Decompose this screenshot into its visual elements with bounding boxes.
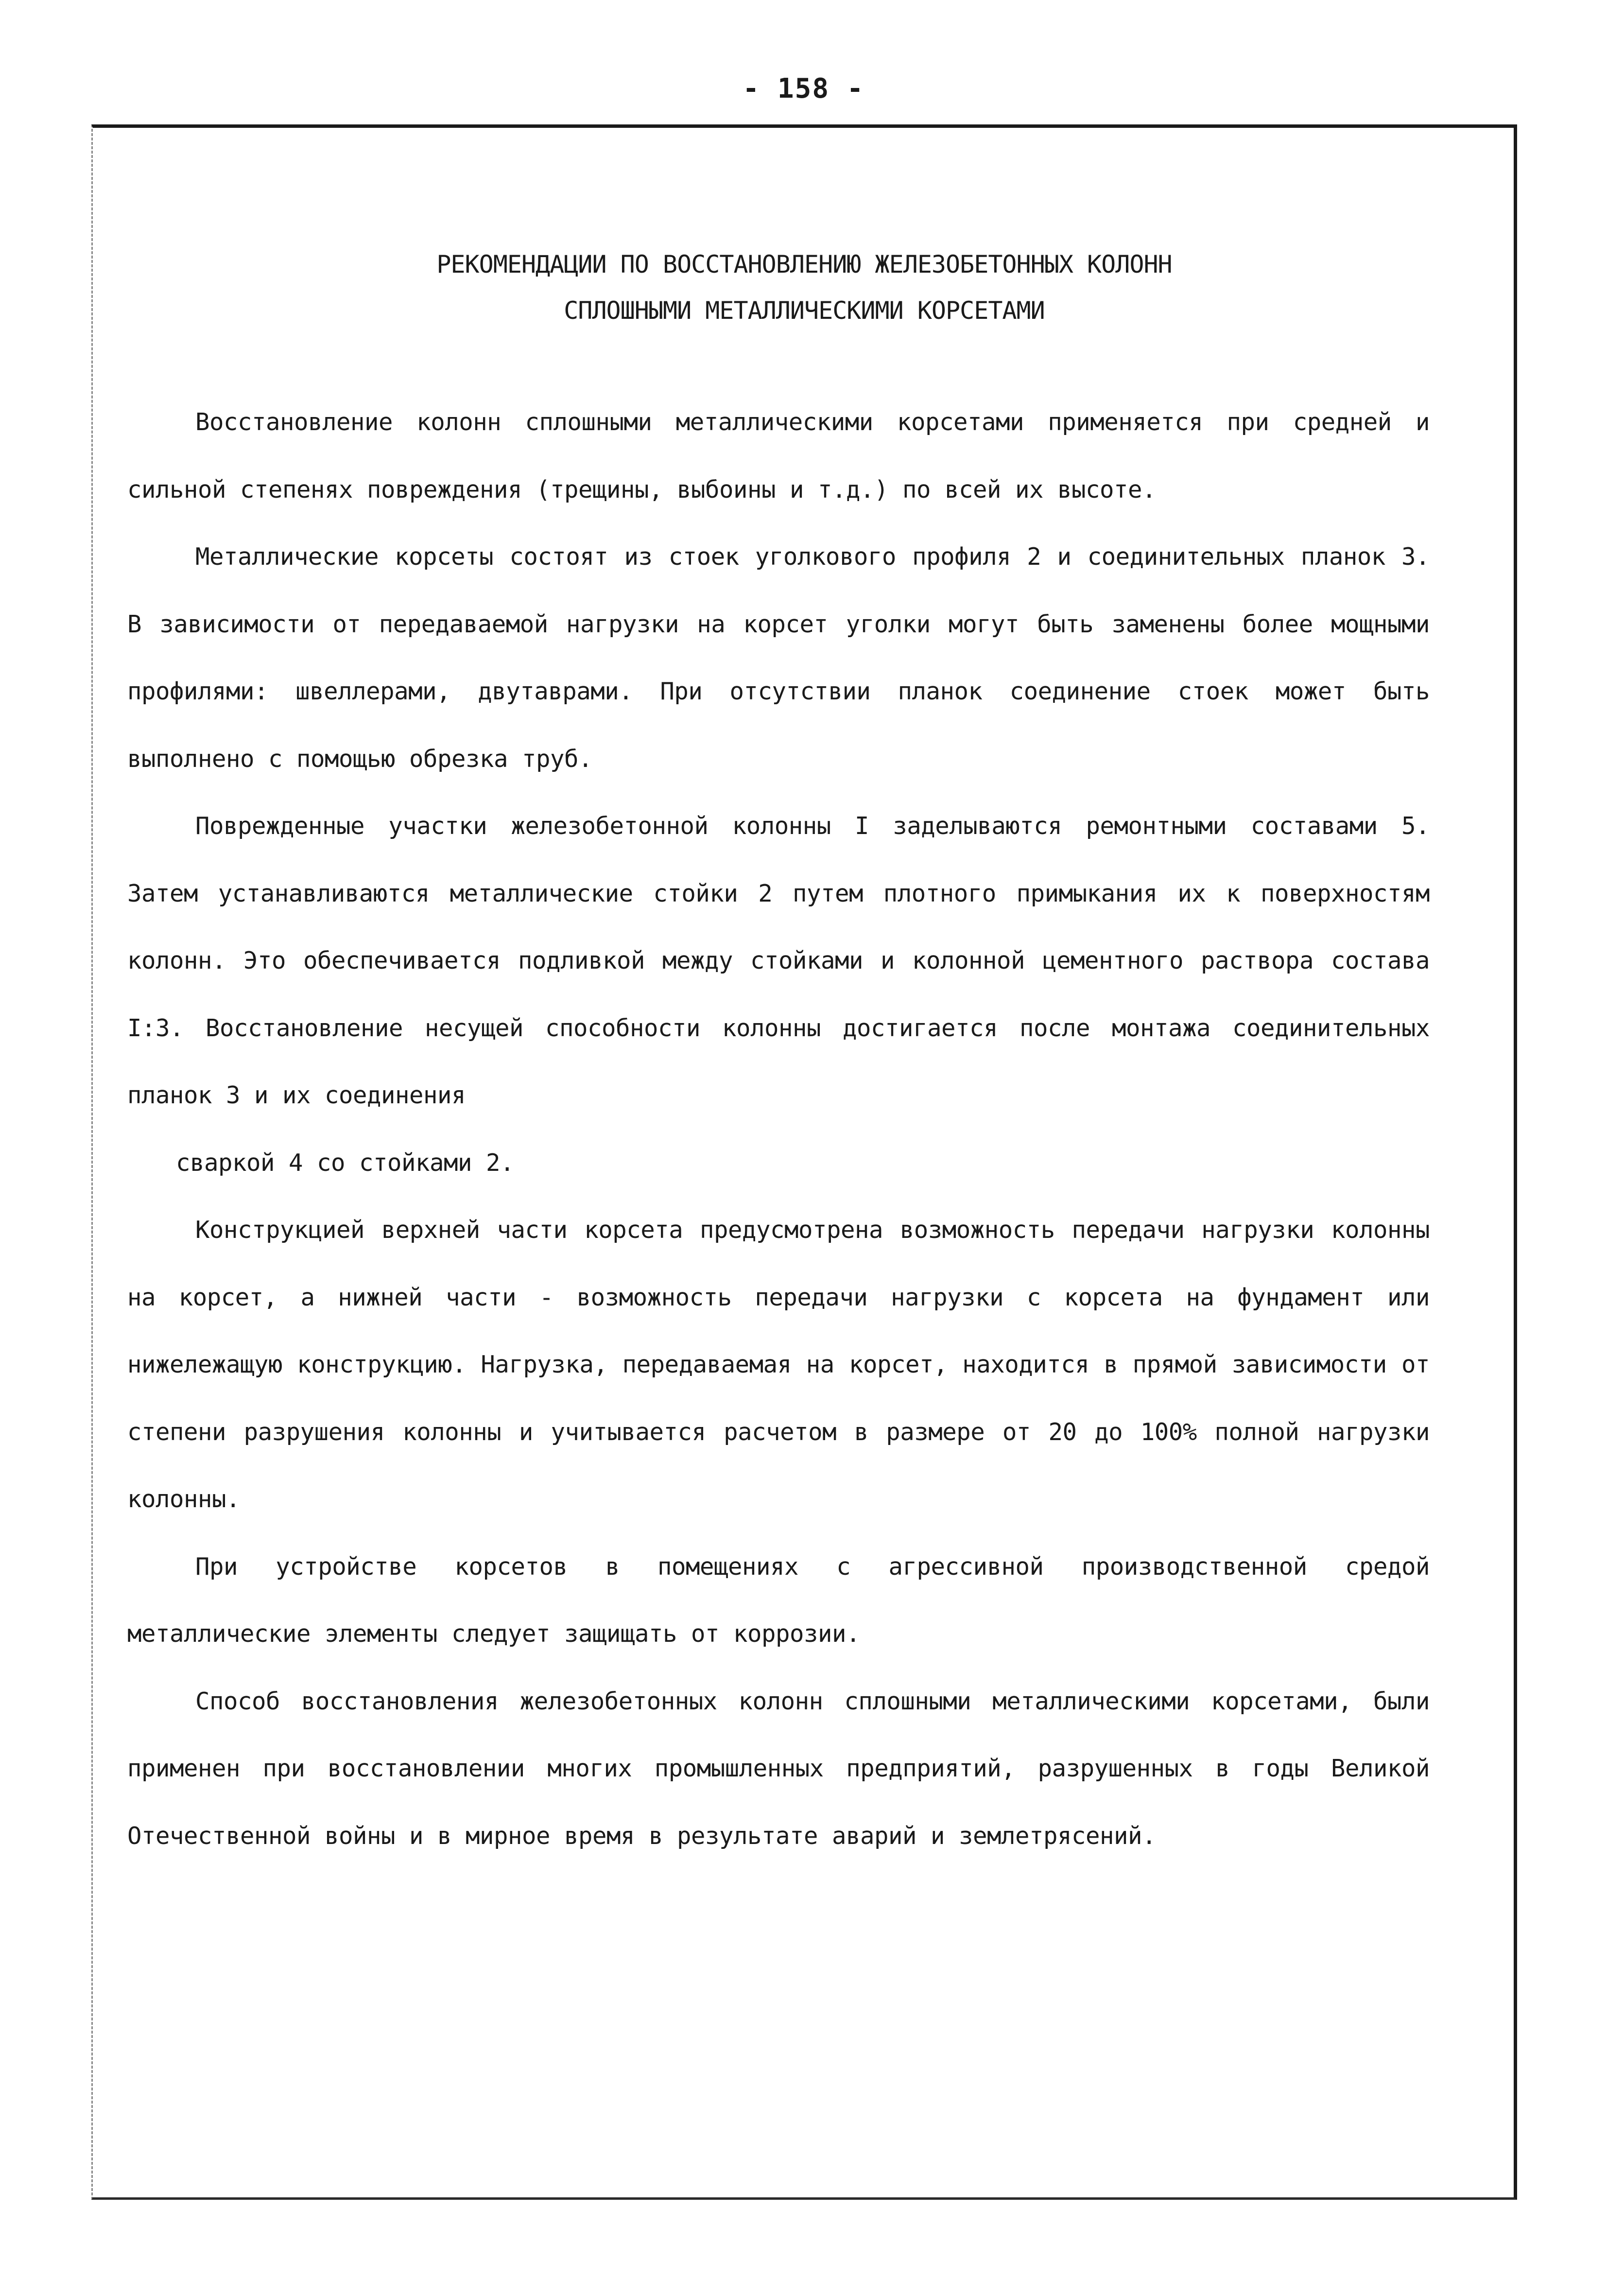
paragraph-4: Конструкцией верхней части корсета предусмотрена возможность передачи нагрузки колонны на корсет, а нижней части - возможность передачи нагрузки с корсета на фундамент или нижележащую конструкцию. Нагрузка, передаваемая на корсет, находится в прямой зависимости от степени разрушения колонны и учитывается расчетом в размере от 20 до 100% полной нагрузки колонны. (127, 1216, 1430, 1513)
paragraph-6: Способ восстановления железобетонных колонн сплошными металлическими корсетами, были применен при восстановлении многих промышленных предприятий, разрушенных в годы Великой Отечественной войны и в мирное время в результате аварий и землетрясений. (127, 1687, 1430, 1850)
body-text (127, 389, 1430, 1870)
title-line-1: РЕКОМЕНДАЦИИ ПО ВОССТАНОВЛЕНИЮ ЖЕЛЕЗОБЕТОННЫХ КОЛОНН (436, 250, 1172, 278)
title-line-2: СПЛОШНЫМИ МЕТАЛЛИЧЕСКИМИ КОРСЕТАМИ (564, 296, 1045, 325)
paragraph-2: Металлические корсеты состоят из стоек уголкового профиля 2 и соединительных планок 3. В зависимости от передаваемой нагрузки на корсет уголки могут быть заменены более мощными профилями: швеллерами, двутаврами. При отсутствии планок соединение стоек может быть выполнено с помощью обрезка труб. (127, 543, 1430, 773)
paragraph-1: Восстановление колонн сплошными металлическими корсетами применяется при средней и сильной степенях повреждения (трещины, выбоины и т.д.) по всей их высоте. (127, 408, 1430, 504)
paragraph-3-continuation: сваркой 4 со стойками 2. (176, 1148, 515, 1177)
page-number: - 158 - (743, 73, 864, 104)
paragraph-3: Поврежденные участки железобетонной колонны I заделываются ремонтными составами 5. Затем устанавливаются металлические стойки 2 путем плотного примыкания их к поверхностям колонн. Это обеспечивается подливкой между стойками и колонной цементного раствора состава I:3. Восстановление несущей способности колонны достигается после монтажа соединительных планок 3 и их соединения (127, 812, 1430, 1109)
paragraph-5: При устройстве корсетов в помещениях с агрессивной производственной средой металлические элементы следует защищать от коррозии. (127, 1552, 1430, 1648)
